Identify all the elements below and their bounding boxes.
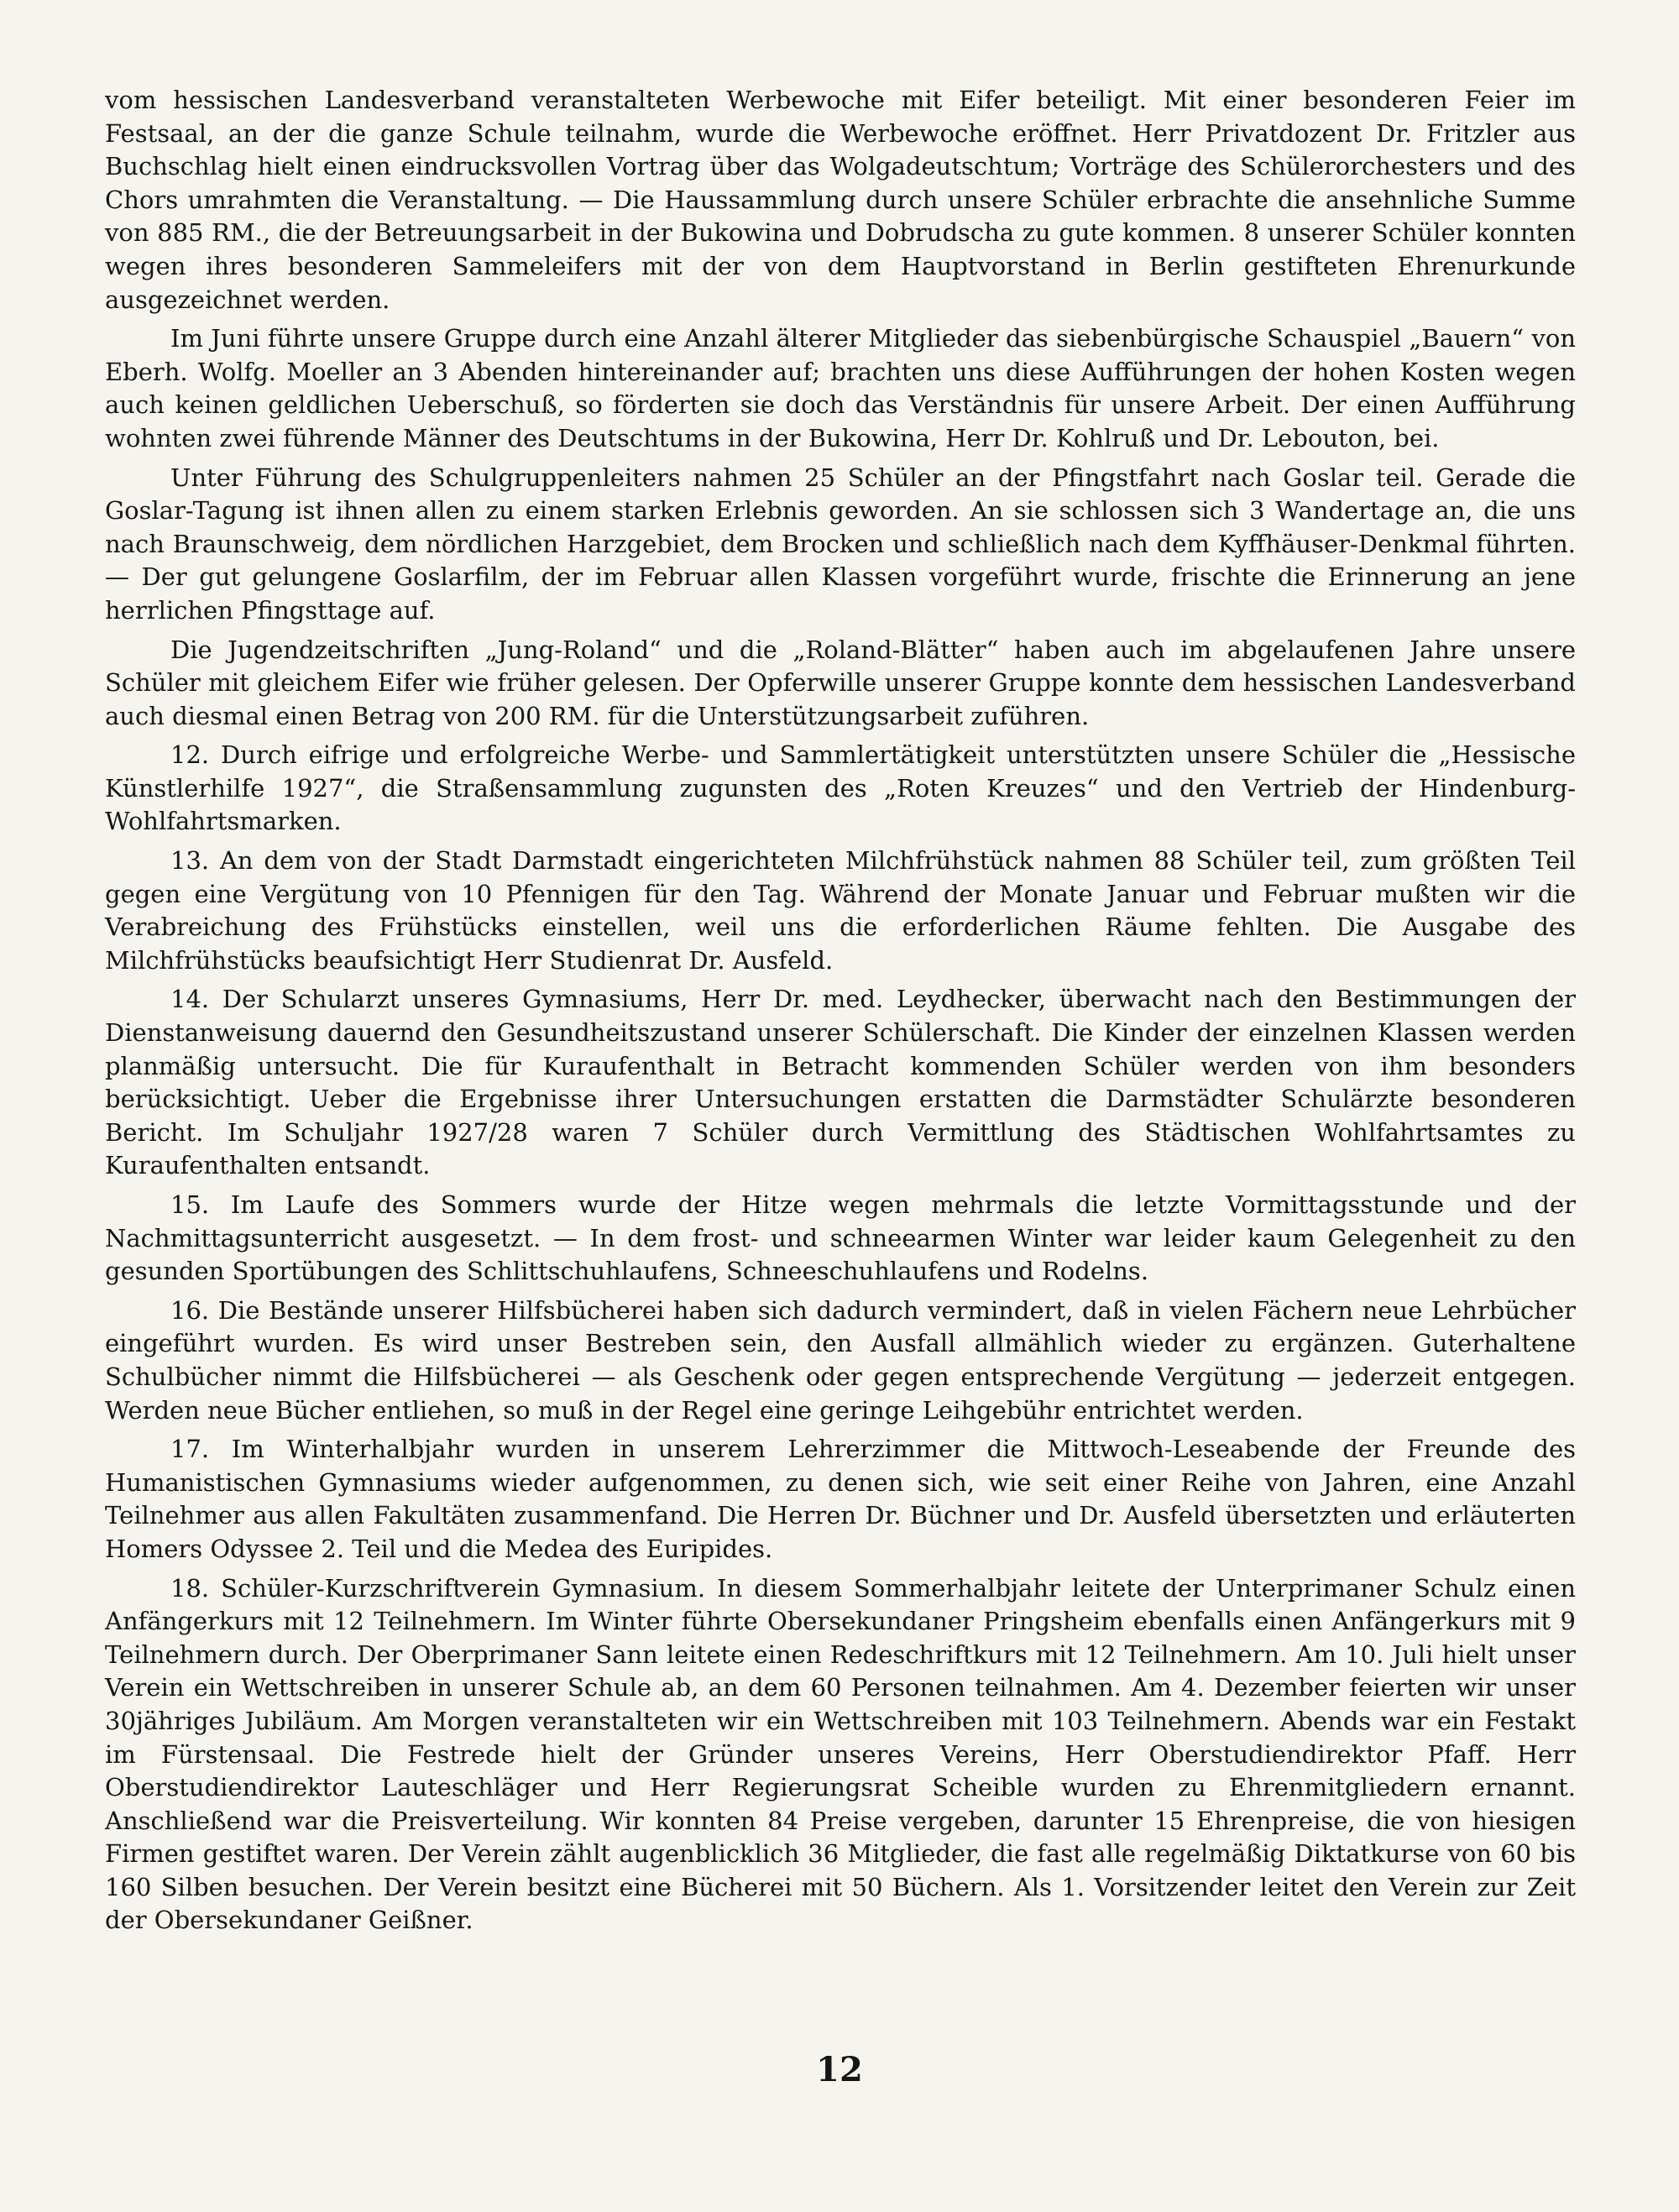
paragraph-werbewoche: vom hessischen Landesverband veranstalteten Werbewoche mit Eifer beteiligt. Mit einer besonderen Feier im Festsaal, an der die ganze Schule teilnahm, wurde die Werbewoche eröffnet. Herr Privatdozent Dr. Fritzler aus Buchschlag hielt einen eindrucksvollen Vortrag über das Wolgadeutschtum; Vorträge des Schülerorchesters und des Chors umrahmten die Veranstaltung. — Die Haussammlung durch unsere Schüler erbrachte die ansehnliche Summe von 885 RM., die der Betreuungsarbeit in der Bukowina und Dobrudscha zu gute kommen. 8 unserer Schüler konnten wegen ihres besonderen Sammeleifers mit der von dem Hauptvorstand in Berlin gestifteten Ehrenurkunde ausgezeichnet werden. [105,86,1576,314]
paragraph-13-milchfruehstueck: 13. An dem von der Stadt Darmstadt eingerichteten Milchfrühstück nahmen 88 Schüler teil, zum größten Teil gegen eine Vergütung von 10 Pfennigen für den Tag. Während der Monate Januar und Februar mußten wir die Verabreichung des Frühstücks einstellen, weil uns die erforderlichen Räume fehlten. Die Ausgabe des Milchfrühstücks beaufsichtigt Herr Studienrat Dr. Ausfeld. [105,846,1576,975]
paragraph-18-kurzschriftverein: 18. Schüler-Kurzschriftverein Gymnasium. In diesem Sommerhalbjahr leitete der Unterprimaner Schulz einen Anfängerkurs mit 12 Teilnehmern. Im Winter führte Obersekundaner Pringsheim ebenfalls einen Anfängerkurs mit 9 Teilnehmern durch. Der Oberprimaner Sann leitete einen Redeschriftkurs mit 12 Teilnehmern. Am 10. Juli hielt unser Verein ein Wettschreiben in unserer Schule ab, an dem 60 Personen teilnahmen. Am 4. Dezember feierten wir unser 30jähriges Jubiläum. Am Morgen veranstalteten wir ein Wettschreiben mit 103 Teilnehmern. Abends war ein Festakt im Fürstensaal. Die Festrede hielt der Gründer unseres Vereins, Herr Oberstudiendirektor Pfaff. Herr Oberstudiendirektor Lauteschläger und Herr Regierungsrat Scheible wurden zu Ehrenmitgliedern ernannt. Anschließend war die Preisverteilung. Wir konnten 84 Preise vergeben, darunter 15 Ehrenpreise, die von hiesigen Firmen gestiftet waren. Der Verein zählt augenblicklich 36 Mitglieder, die fast alle regelmäßig Diktatkurse von 60 bis 160 Silben besuchen. Der Verein besitzt eine Bücherei mit 50 Büchern. Als 1. Vorsitzender leitet den Verein zur Zeit der Obersekundaner Geißner. [105,1573,1576,1935]
page-number: 12 [816,2050,863,2089]
paragraph-jugendzeitschriften: Die Jugendzeitschriften „Jung-Roland“ und die „Roland-Blätter“ haben auch im abgelaufenen Jahre unsere Schüler mit gleichem Eifer wie früher gelesen. Der Opferwille unserer Gruppe konnte dem hessischen Landesverband auch diesmal einen Betrag von 200 RM. für die Unterstützungsarbeit zuführen. [105,635,1576,730]
paragraph-15-sommer-winter: 15. Im Laufe des Sommers wurde der Hitze wegen mehrmals die letzte Vormittagsstunde und der Nachmittagsunterricht ausgesetzt. — In dem frost- und schneearmen Winter war leider kaum Gelegenheit zu den gesunden Sportübungen des Schlittschuhlaufens, Schneeschuhlaufens und Rodelns. [105,1190,1576,1286]
paragraph-14-schularzt: 14. Der Schularzt unseres Gymnasiums, Herr Dr. med. Leydhecker, überwacht nach den Bestimmungen der Dienstanweisung dauernd den Gesundheitszustand unserer Schülerschaft. Die Kinder der einzelnen Klassen werden planmäßig untersucht. Die für Kuraufenthalt in Betracht kommenden Schüler werden von ihm besonders berücksichtigt. Ueber die Ergebnisse ihrer Untersuchungen erstatten die Darmstädter Schulärzte besonderen Bericht. Im Schuljahr 1927/28 waren 7 Schüler durch Vermittlung des Städtischen Wohlfahrtsamtes zu Kuraufenthalten entsandt. [105,985,1576,1180]
paragraph-17-leseabende: 17. Im Winterhalbjahr wurden in unserem Lehrerzimmer die Mittwoch-Leseabende der Freunde des Humanistischen Gymnasiums wieder aufgenommen, zu denen sich, wie seit einer Reihe von Jahren, eine Anzahl Teilnehmer aus allen Fakultäten zusammenfand. Die Herren Dr. Büchner und Dr. Ausfeld übersetzten und erläuterten Homers Odyssee 2. Teil und die Medea des Euripides. [105,1435,1576,1563]
paragraph-schauspiel: Im Juni führte unsere Gruppe durch eine Anzahl älterer Mitglieder das siebenbürgische Schauspiel „Bauern“ von Eberh. Wolfg. Moeller an 3 Abenden hintereinander auf; brachten uns diese Aufführungen der hohen Kosten wegen auch keinen geldlichen Ueberschuß, so förderten sie doch das Verständnis für unsere Arbeit. Der einen Aufführung wohnten zwei führende Männer des Deutschtums in der Bukowina, Herr Dr. Kohlruß und Dr. Lebouton, bei. [105,324,1576,452]
paragraph-16-hilfsbuecherei: 16. Die Bestände unserer Hilfsbücherei haben sich dadurch vermindert, daß in vielen Fächern neue Lehrbücher eingeführt wurden. Es wird unser Bestreben sein, den Ausfall allmählich wieder zu ergänzen. Guterhaltene Schulbücher nimmt die Hilfsbücherei — als Geschenk oder gegen entsprechende Vergütung — jederzeit entgegen. Werden neue Bücher entliehen, so muß in der Regel eine geringe Leihgebühr entrichtet werden. [105,1295,1576,1425]
paragraph-12-sammlertaetigkeit: 12. Durch eifrige und erfolgreiche Werbe- und Sammlertätigkeit unterstützten unsere Schüler die „Hessische Künstlerhilfe 1927“, die Straßensammlung zugunsten des „Roten Kreuzes“ und den Vertrieb der Hindenburg-Wohlfahrtsmarken. [105,740,1576,836]
paragraph-pfingstfahrt: Unter Führung des Schulgruppenleiters nahmen 25 Schüler an der Pfingstfahrt nach Goslar teil. Gerade die Goslar-Tagung ist ihnen allen zu einem starken Erlebnis geworden. An sie schlossen sich 3 Wandertage an, die uns nach Braunschweig, dem nördlichen Harzgebiet, dem Brocken und schließlich nach dem Kyffhäuser-Denkmal führten. — Der gut gelungene Goslarfilm, der im Februar allen Klassen vorgeführt wurde, frischte die Erinnerung an jene herrlichen Pfingsttage auf. [105,463,1576,625]
body-text [105,84,1576,1943]
